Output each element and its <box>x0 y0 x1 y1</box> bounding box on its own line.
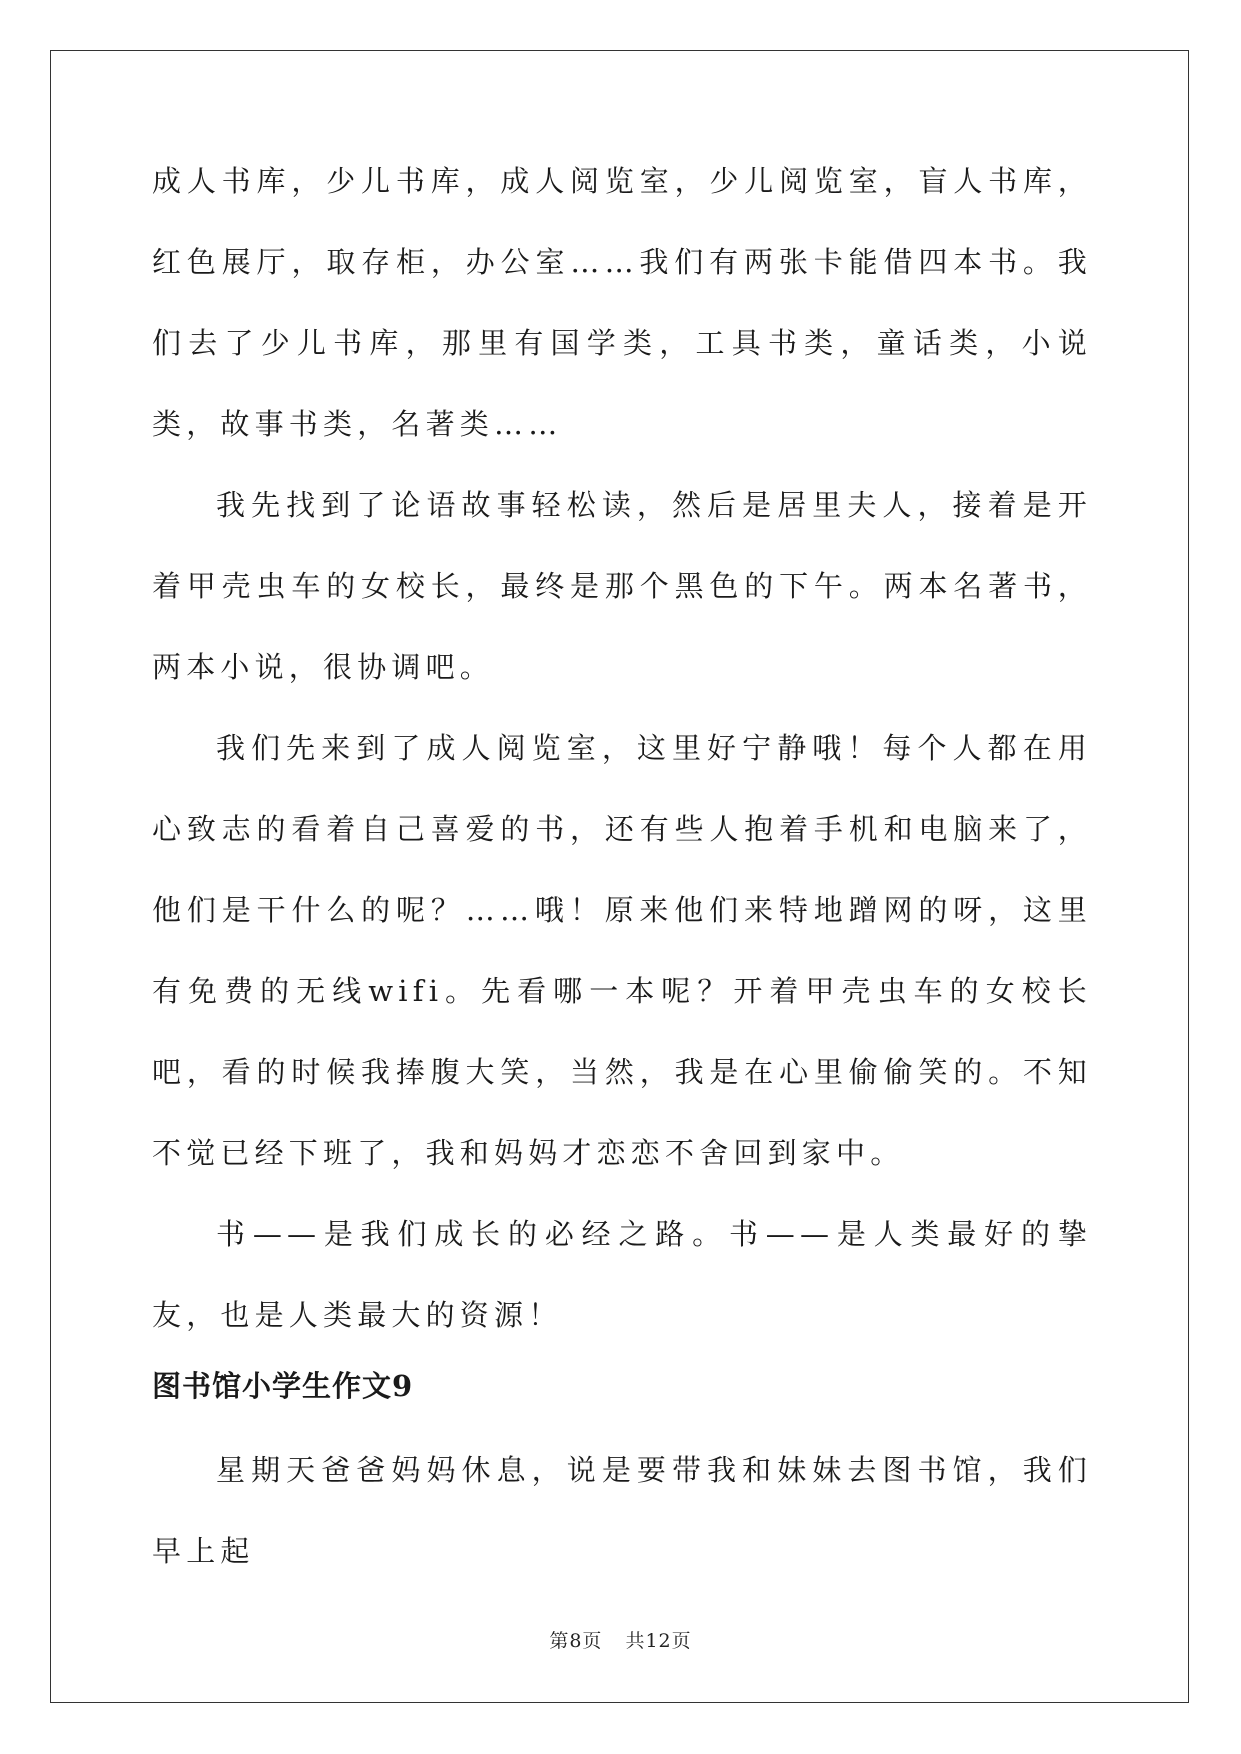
page-number-current: 第8页 <box>549 1630 603 1652</box>
page-number-total: 共12页 <box>625 1630 692 1652</box>
paragraph-1: 成人书库，少儿书库，成人阅览室，少儿阅览室，盲人书库，红色展厅，取存柜，办公室……我们有两张卡能借四本书。我们去了少儿书库，那里有国学类，工具书类，童话类，小说类，故事书类，名著类…… <box>152 164 1092 441</box>
paragraph-5: 星期天爸爸妈妈休息，说是要带我和妹妹去图书馆，我们早上起 <box>152 1453 1092 1568</box>
paragraph-2: 我先找到了论语故事轻松读，然后是居里夫人，接着是开着甲壳虫车的女校长，最终是那个黑色的下午。两本名著书，两本小说，很协调吧。 <box>152 488 1092 684</box>
page-footer <box>0 1626 1241 1653</box>
paragraph-3: 我们先来到了成人阅览室，这里好宁静哦！每个人都在用心致志的看着自己喜爱的书，还有些人抱着手机和电脑来了，他们是干什么的呢？……哦！原来他们来特地蹭网的呀，这里有免费的无线wifi。先看哪一本呢？开着甲壳虫车的女校长吧，看的时候我捧腹大笑，当然，我是在心里偷偷笑的。不知不觉已经下班了，我和妈妈才恋恋不舍回到家中。 <box>152 731 1092 1170</box>
document-body <box>152 163 1092 1592</box>
paragraph-4: 书——是我们成长的必经之路。书——是人类最好的挚友，也是人类最大的资源！ <box>152 1217 1092 1332</box>
section-heading: 图书馆小学生作文9 <box>152 1369 414 1403</box>
